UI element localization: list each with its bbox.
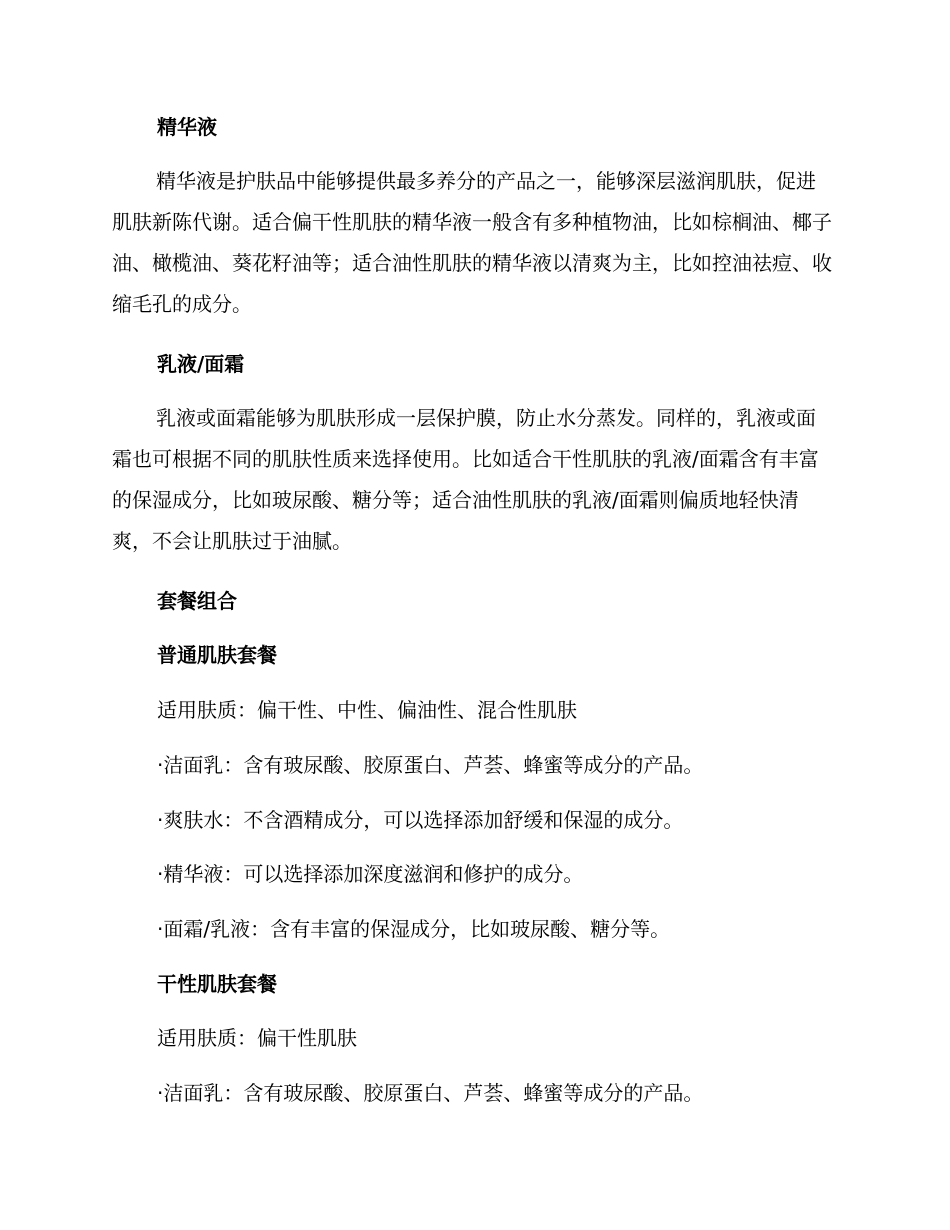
heading-normal-set: 普通肌肤套餐 <box>157 643 277 667</box>
heading-essence: 精华液 <box>157 115 217 139</box>
normal-set-applicable: 适用肤质：偏干性、中性、偏油性、混合性肌肤 <box>157 698 577 722</box>
heading-dry-set: 干性肌肤套餐 <box>157 972 277 996</box>
dry-set-item: ·洁面乳：含有玻尿酸、胶原蛋白、芦荟、蜂蜜等成分的产品。 <box>157 1081 704 1105</box>
paragraph-essence: 精华液是护肤品中能够提供最多养分的产品之一，能够深层滋润肌肤，促进肌肤新陈代谢。适合偏干性肌肤的精华液一般含有多种植物油，比如棕榈油、椰子油、橄榄油、葵花籽油等；适合油性肌肤的精华液以清爽为主，比如控油祛痘、收缩毛孔的成分。 <box>112 169 832 316</box>
normal-set-item: ·精华液：可以选择添加深度滋润和修护的成分。 <box>157 862 584 886</box>
heading-lotion: 乳液/面霜 <box>157 352 245 376</box>
normal-set-item: ·爽肤水：不含酒精成分，可以选择添加舒缓和保湿的成分。 <box>157 808 684 832</box>
dry-set-applicable: 适用肤质：偏干性肌肤 <box>157 1026 357 1050</box>
normal-set-item: ·面霜/乳液：含有丰富的保湿成分，比如玻尿酸、糖分等。 <box>157 917 671 941</box>
paragraph-lotion: 乳液或面霜能够为肌肤形成一层保护膜，防止水分蒸发。同样的，乳液或面霜也可根据不同的肌肤性质来选择使用。比如适合干性肌肤的乳液/面霜含有丰富的保湿成分，比如玻尿酸、糖分等；适合油性肌肤的乳液/面霜则偏质地轻快清爽，不会让肌肤过于油腻。 <box>112 406 819 553</box>
heading-combo: 套餐组合 <box>157 589 237 613</box>
normal-set-item: ·洁面乳：含有玻尿酸、胶原蛋白、芦荟、蜂蜜等成分的产品。 <box>157 753 704 777</box>
